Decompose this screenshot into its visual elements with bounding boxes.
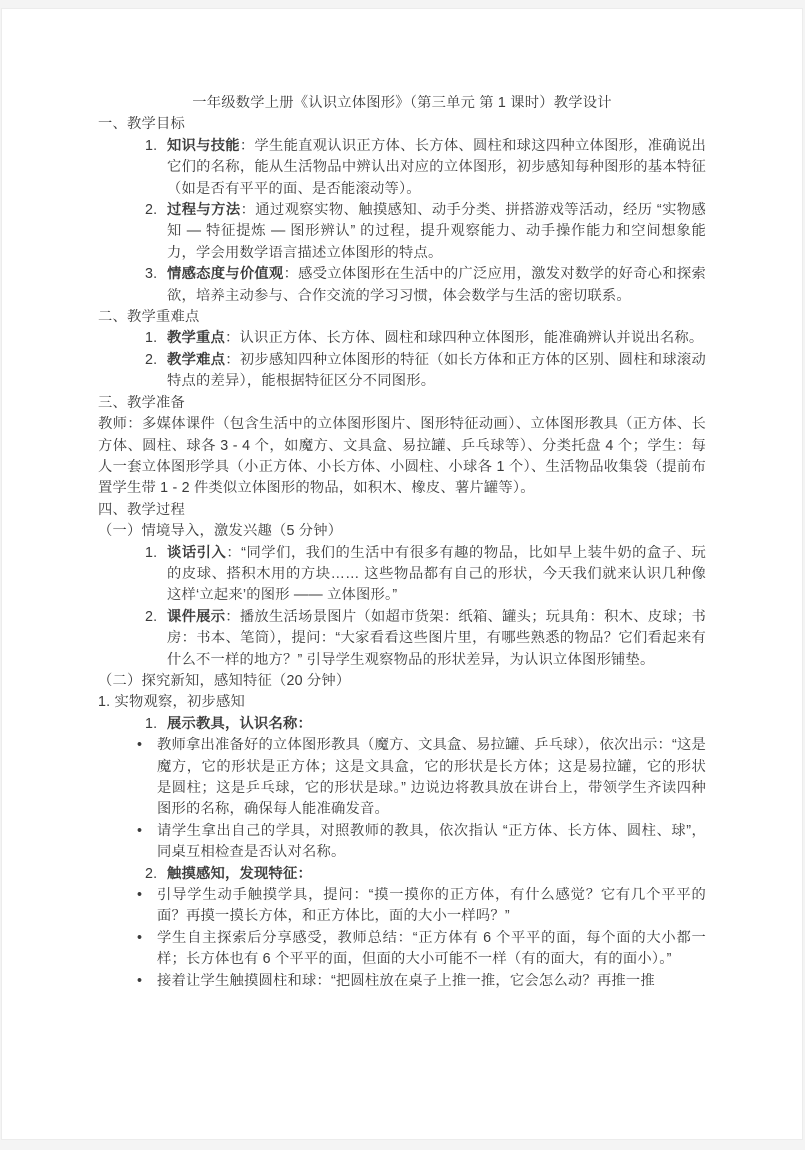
item-text: ：通过观察实物、触摸感知、动手分类、拼搭游戏等活动，经历 “实物感知 — 特征提炼 — 图形辨认” 的过程，提升观察能力、动手操作能力和空间想象能力，学会用数学语言描述立体图形的特点。 — [167, 202, 706, 261]
bullet-item — [98, 885, 706, 928]
item-number: 2. — [145, 608, 158, 625]
numbered-item — [98, 543, 706, 607]
bullet-icon: • — [137, 737, 143, 754]
page-content — [2, 9, 802, 992]
item-number: 1. — [145, 330, 158, 347]
item-text: ：认识正方体、长方体、圆柱和球四种立体图形，能准确辨认并说出名称。 — [225, 330, 704, 347]
bullet-icon: • — [137, 887, 143, 904]
item-body — [167, 136, 706, 200]
item-body — [167, 264, 706, 307]
bullet-item — [98, 735, 706, 821]
numbered-item — [98, 864, 706, 885]
section-heading: 四、教学过程 — [98, 501, 185, 518]
numbered-item — [98, 607, 706, 671]
item-text: ：感受立体图形在生活中的广泛应用，激发对数学的好奇心和探索欲，培养主动参与、合作交流的学习习惯，体会数学与生活的密切联系。 — [167, 266, 706, 304]
item-text: 请学生拿出自己的学具，对照教师的教具，依次指认 “正方体、长方体、圆柱、球”，同桌互相检查是否认对名称。 — [157, 822, 706, 861]
item-text: ：学生能直观认识正方体、长方体、圆柱和球这四种立体图形，准确说出它们的名称，能从生活物品中辨认出对应的立体图形，初步感知每种图形的基本特征（如是否有平平的面、是否能滚动等）。 — [167, 137, 707, 197]
item-text: ：播放生活场景图片（如超市货架：纸箱、罐头；玩具角：积木、皮球；书房：书本、笔筒），提问：“大家看看这些图片里，有哪些熟悉的物品？它们看起来有什么不一样的地方？” 引导学生观察物品的形状差异，为认识立体图形铺垫。 — [167, 608, 706, 668]
item-number: 1. — [145, 137, 158, 154]
item-number: 2. — [145, 351, 158, 368]
item-text: ：初步感知四种立体图形的特征（如长方体和正方体的区别、圆柱和球滚动特点的差异），能根据特征区分不同图形。 — [167, 351, 706, 390]
bullet-icon: • — [137, 822, 143, 839]
item-label: 知识与技能 — [167, 137, 240, 154]
item-number: 3. — [145, 266, 158, 283]
item-body — [167, 607, 706, 671]
item-label: 课件展示 — [167, 608, 226, 625]
activity-heading: 1. 实物观察，初步感知 — [98, 694, 245, 711]
numbered-item — [98, 714, 706, 735]
item-label: 触摸感知，发现特征： — [167, 865, 312, 882]
section-heading: 二、教学重难点 — [98, 309, 200, 326]
document-page — [1, 8, 803, 1140]
item-label: 教学难点 — [167, 351, 226, 368]
section-heading: 一、教学目标 — [98, 116, 185, 133]
item-number: 2. — [145, 202, 158, 219]
item-text: ：“同学们，我们的生活中有很多有趣的物品，比如早上装牛奶的盒子、玩的皮球、搭积木用的方块…… 这些物品都有自己的形状，今天我们就来认识几种像这样‘立起来’的图形 —— 立体图形。” — [167, 544, 706, 604]
item-label: 谈话引入 — [167, 544, 227, 561]
sub-section-heading: （一）情境导入，激发兴趣（5 分钟） — [98, 523, 343, 540]
section-heading: 三、教学准备 — [98, 394, 185, 411]
item-label: 展示教具，认识名称： — [167, 715, 312, 732]
item-text: 引导学生动手触摸学具，提问：“摸一摸你的正方体，有什么感觉？它有几个平平的面？再摸一摸长方体，和正方体比，面的大小一样吗？” — [157, 887, 706, 925]
numbered-item — [98, 136, 706, 200]
item-label: 情感态度与价值观 — [167, 266, 284, 283]
item-text: 学生自主探索后分享感受，教师总结：“正方体有 6 个平平的面，每个面的大小都一样；长方体也有 6 个平平的面，但面的大小可能不一样（有的面大，有的面小）。” — [157, 929, 706, 968]
item-body — [167, 350, 706, 393]
item-number: 1. — [145, 715, 158, 732]
numbered-item — [98, 264, 706, 307]
bullet-item — [98, 928, 706, 971]
item-body — [167, 543, 706, 607]
bullet-item — [98, 971, 706, 992]
item-text: 接着让学生触摸圆柱和球：“把圆柱放在桌子上推一推，它会怎么动？再推一推 — [157, 972, 655, 989]
item-label: 过程与方法 — [167, 202, 241, 219]
sub-section-heading: （二）探究新知，感知特征（20 分钟） — [98, 672, 351, 689]
item-body — [167, 864, 706, 885]
bullet-icon: • — [137, 929, 143, 946]
item-text: 教师拿出准备好的立体图形教具（魔方、文具盒、易拉罐、乒乓球），依次出示：“这是魔方，它的形状是正方体；这是文具盒，它的形状是长方体；这是易拉罐，它的形状是圆柱；这是乒乓球，它的形状是球。” 边说边将教具放在讲台上，带领学生齐读四种图形的名称，确保每人能准确发音。 — [157, 737, 706, 818]
item-number: 1. — [145, 544, 158, 561]
numbered-item — [98, 328, 706, 349]
bullet-item — [98, 821, 706, 864]
doc-title: 一年级数学上册《认识立体图形》（第三单元 第 1 课时）教学设计 — [192, 95, 612, 111]
item-number: 2. — [145, 865, 158, 882]
bullet-icon: • — [137, 972, 143, 989]
item-body — [167, 200, 706, 264]
item-body — [167, 328, 706, 349]
numbered-item — [98, 200, 706, 264]
item-label: 教学重点 — [167, 330, 225, 347]
item-body — [167, 714, 706, 735]
paragraph: 教师：多媒体课件（包含生活中的立体图形图片、图形特征动画）、立体图形教具（正方体、长方体、圆柱、球各 3 - 4 个，如魔方、文具盒、易拉罐、乒乓球等）、分类托盘 4 个；学生：每人一套立体图形学具（小正方体、小长方体、小圆柱、小球各 1 个）、生活物品收集袋（提前布置学生带 1 - 2 件类似立体图形的物品，如积木、橡皮、薯片罐等）。 — [98, 416, 706, 497]
numbered-item — [98, 350, 706, 393]
